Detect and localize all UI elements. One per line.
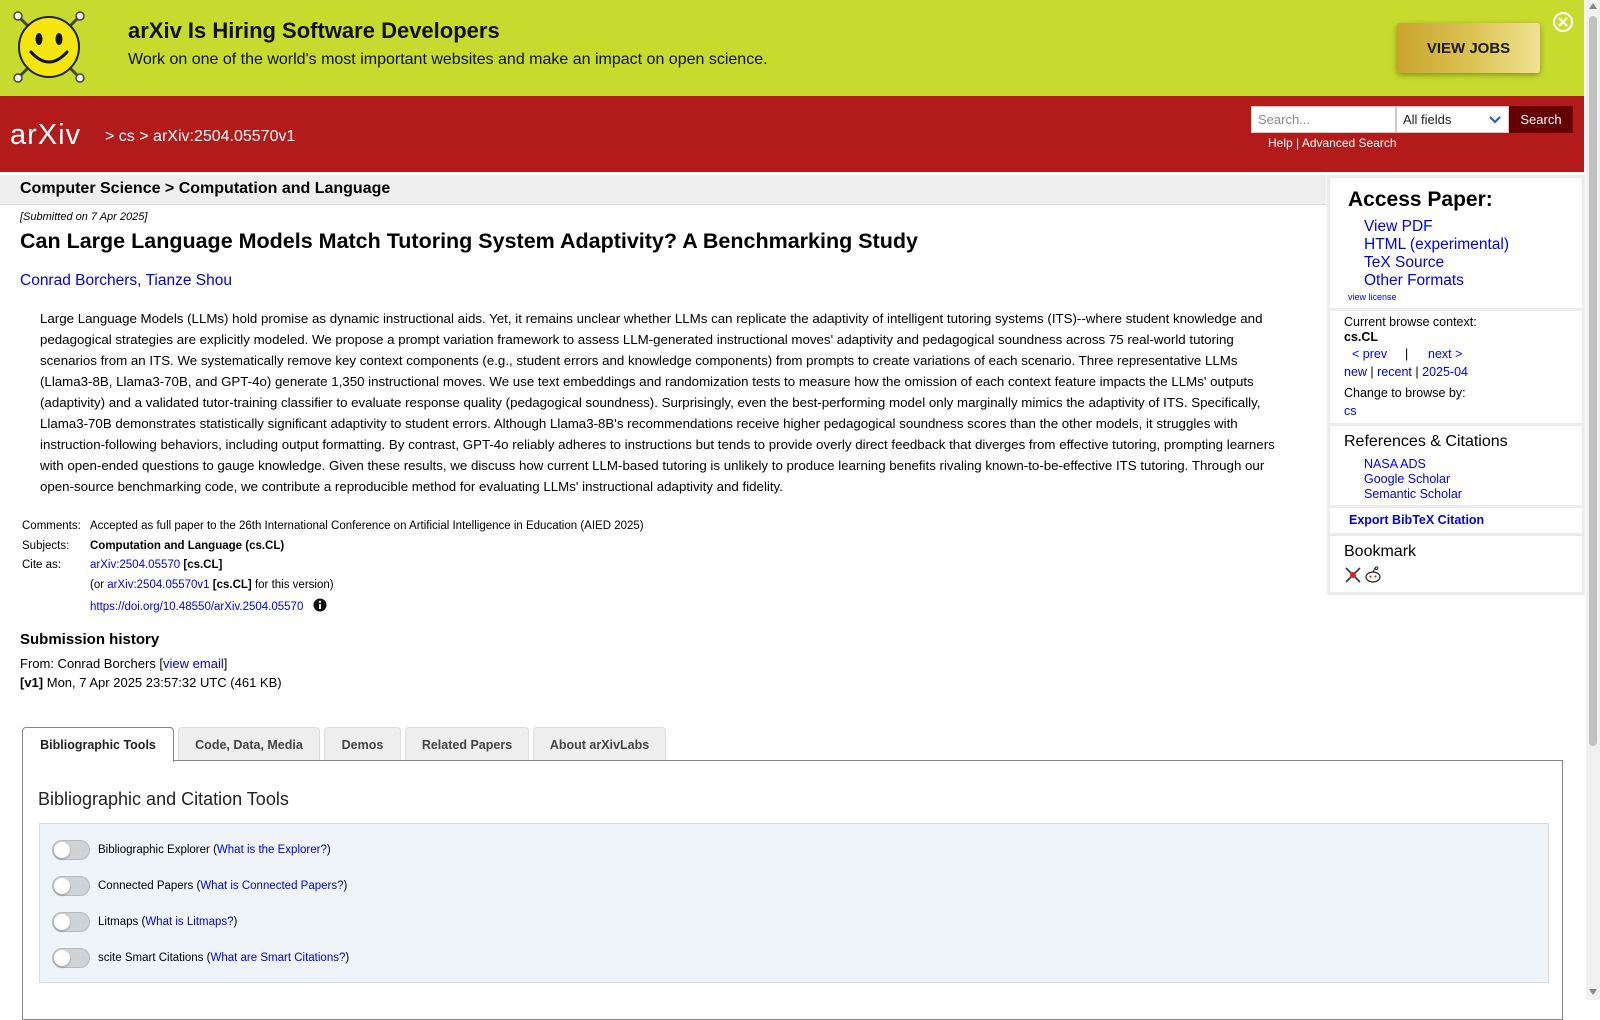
prev-link[interactable]: < prev <box>1352 347 1388 361</box>
other-formats-link[interactable]: Other Formats <box>1364 272 1464 289</box>
subject-header <box>0 175 1326 205</box>
view-email-link[interactable]: view email <box>163 656 224 671</box>
breadcrumb <box>105 128 295 146</box>
page-scrollbar[interactable] <box>1586 0 1600 1000</box>
new-link[interactable]: new <box>1344 365 1367 379</box>
references-box <box>1330 426 1582 505</box>
tab-panel <box>22 760 1563 1020</box>
tab-demos[interactable]: Demos <box>324 727 401 761</box>
next-link[interactable]: next > <box>1428 347 1463 361</box>
html-link[interactable]: HTML (experimental) <box>1364 236 1509 253</box>
export-box <box>1330 508 1582 533</box>
comments-label: Comments: <box>22 520 81 532</box>
submission-history-heading: Submission history <box>20 631 160 648</box>
paper-title: Can Large Language Models Match Tutoring System Adaptivity? A Benchmarking Study <box>20 229 918 253</box>
tab-bibliographic-tools[interactable]: Bibliographic Tools <box>22 727 174 762</box>
scroll-thumb[interactable] <box>1589 16 1597 746</box>
tool-row-scite <box>52 947 349 969</box>
search-field-select[interactable] <box>1396 106 1509 133</box>
tex-source-link[interactable]: TeX Source <box>1364 254 1445 271</box>
author-list <box>20 272 232 290</box>
banner-text: Work on one of the world's most important websites and make an impact on open science. <box>128 51 768 68</box>
scroll-down-arrow-icon[interactable] <box>1589 989 1597 995</box>
sidebar <box>1327 175 1585 595</box>
tool-help-link[interactable]: What is Litmaps? <box>145 916 234 928</box>
author-link[interactable]: Tianze Shou <box>145 272 232 289</box>
access-paper-heading: Access Paper: <box>1348 188 1493 211</box>
breadcrumb-paper-id: arXiv:2504.05570v1 <box>153 128 296 145</box>
version-history-v1 <box>20 675 282 690</box>
doi-value <box>90 598 327 613</box>
toggle-switch[interactable] <box>52 948 90 968</box>
export-bibtex-link[interactable]: Export BibTeX Citation <box>1349 513 1485 527</box>
help-link[interactable]: Help <box>1268 136 1293 150</box>
nav-separator: | <box>1415 365 1419 379</box>
tool-name: Litmaps <box>98 916 139 928</box>
search-button[interactable]: Search <box>1509 106 1573 133</box>
tool-name: scite Smart Citations <box>98 952 204 964</box>
tab-about-arxivlabs[interactable]: About arXivLabs <box>533 727 666 761</box>
author-separator: , <box>137 272 142 289</box>
header-links <box>1268 136 1397 150</box>
view-license-link[interactable]: view license <box>1348 292 1397 302</box>
cite-label: Cite as: <box>22 559 61 571</box>
paren: ( <box>196 880 201 892</box>
submission-date: [Submitted on 7 Apr 2025] <box>20 211 148 223</box>
breadcrumb-category[interactable]: cs <box>118 128 135 145</box>
author-link[interactable]: Conrad Borchers <box>20 272 138 289</box>
tab-code-data-media[interactable]: Code, Data, Media <box>178 727 320 761</box>
smiley-icon <box>12 10 86 84</box>
view-pdf-link[interactable]: View PDF <box>1364 218 1433 235</box>
info-icon[interactable] <box>313 598 327 612</box>
semantic-scholar-link[interactable]: Semantic Scholar <box>1364 487 1462 501</box>
google-scholar-link[interactable]: Google Scholar <box>1364 472 1451 486</box>
paren: ) <box>345 952 350 964</box>
version-date: Mon, 7 Apr 2025 23:57:32 UTC (461 KB) <box>46 675 282 690</box>
tools-box <box>39 823 1549 983</box>
toggle-switch[interactable] <box>52 912 90 932</box>
search-input[interactable] <box>1251 106 1396 133</box>
browse-context-box <box>1330 311 1582 423</box>
tool-name: Bibliographic Explorer <box>98 844 210 856</box>
doi-link[interactable]: https://doi.org/10.48550/arXiv.2504.05570 <box>90 601 304 613</box>
change-browse-label: Change to browse by: <box>1344 386 1466 400</box>
references-heading: References & Citations <box>1344 433 1508 450</box>
submission-from-suffix: ] <box>223 656 228 671</box>
toggle-switch[interactable] <box>52 876 90 896</box>
close-icon[interactable] <box>1552 11 1574 33</box>
breadcrumb-sep: > <box>139 128 149 145</box>
month-link[interactable]: 2025-04 <box>1422 365 1468 379</box>
comments-value: Accepted as full paper to the 26th International Conference on Artificial Intelligence in Education (AIED 2025) <box>90 520 644 532</box>
bookmark-heading: Bookmark <box>1344 543 1417 560</box>
view-jobs-button[interactable]: VIEW JOBS <box>1397 23 1540 73</box>
version-value <box>90 579 334 591</box>
bookmark-icons <box>1344 566 1382 584</box>
tool-name: Connected Papers <box>98 880 194 892</box>
tool-help-link[interactable]: What is Connected Papers? <box>200 880 344 892</box>
recent-link[interactable]: recent <box>1377 365 1412 379</box>
arxiv-logo[interactable] <box>10 116 102 156</box>
paren: ( <box>206 952 211 964</box>
submission-from-prefix: From: Conrad Borchers [ <box>20 656 164 671</box>
hiring-banner <box>0 0 1584 96</box>
browse-links <box>1344 365 1468 379</box>
reddit-icon[interactable] <box>1364 566 1382 584</box>
version-category: [cs.CL] <box>212 578 252 591</box>
bookmark-box <box>1330 536 1582 592</box>
tool-help-link[interactable]: What are Smart Citations? <box>210 952 346 964</box>
breadcrumb-sep: > <box>105 128 115 145</box>
tools-heading: Bibliographic and Citation Tools <box>38 789 289 809</box>
site-header <box>0 96 1584 172</box>
cite-value <box>90 559 222 571</box>
submission-from <box>20 656 227 671</box>
subjects-value: Computation and Language (cs.CL) <box>90 539 285 552</box>
banner-title: arXiv Is Hiring Software Developers <box>128 18 500 43</box>
change-category-link[interactable]: cs <box>1344 404 1357 418</box>
subject-header-title: Computer Science > Computation and Language <box>20 180 391 197</box>
bibsonomy-icon[interactable] <box>1344 566 1362 584</box>
tab-related-papers[interactable]: Related Papers <box>405 727 529 761</box>
cite-category: [cs.CL] <box>183 559 223 571</box>
tool-help-link[interactable]: What is the Explorer? <box>216 844 327 856</box>
version-prefix: (or <box>90 578 105 591</box>
version-suffix: for this version) <box>254 578 334 591</box>
tool-row-connected-papers <box>52 875 347 897</box>
tool-row-litmaps <box>52 911 237 933</box>
chevron-down-icon <box>1488 115 1502 125</box>
subjects-label: Subjects: <box>22 539 70 552</box>
paren: ) <box>233 916 238 928</box>
paren: ) <box>326 844 331 856</box>
abstract: Large Language Models (LLMs) hold promise as dynamic instructional aids. Yet, it remains unclear whether LLMs can replicate the adaptivity of intelligent tutoring systems (ITS)--where student knowledge and pedagogical strategies are explicitly modeled. We propose a prompt variation framework to assess LLM-generated instructional moves' adaptivity and pedagogical soundness across 75 real-world tutoring scenarios from an ITS. We systematically remove key context components (e.g., student errors and knowledge components) from prompts to create variations of each scenario. Three representative LLMs (Llama3-8B, Llama3-70B, and GPT-4o) generate 1,350 instructional moves. We use text embeddings and randomization tests to measure how the omission of each context feature impacts the LLMs' outputs (adaptivity) and a validated tutor-training classifier to evaluate response quality (pedagogical soundness). Surprisingly, even the best-performing model only marginally mimics the adaptivity of ITS. Specifically, Llama3-70B demonstrates statistically significant adaptivity to student errors. Although Llama3-8B's recommendations receive higher pedagogical soundness scores than the other models, it struggles with instruction-following behaviors, including output formatting. By contrast, GPT-4o reliably adheres to instructions but tends to provide overly direct feedback that diverges from effective tutoring, prompting learners with open-ended questions to gauge knowledge. Given these results, we discuss how current LLM-based tutoring is unlikely to produce learning benefits rivaling known-to-be-effective ITS tutoring. Through our open-source benchmarking code, we contribute a reproducible method for evaluating LLMs' instructional adaptivity and fidelity. <box>40 311 1275 494</box>
version-id-link[interactable]: arXiv:2504.05570v1 <box>107 578 210 591</box>
access-paper-box <box>1330 178 1582 308</box>
logo-text: arXiv <box>10 119 82 151</box>
browse-context-value: cs.CL <box>1344 330 1379 344</box>
toggle-switch[interactable] <box>52 840 90 860</box>
nav-separator: | <box>1370 365 1374 379</box>
advanced-search-link[interactable]: Advanced Search <box>1301 136 1397 150</box>
version-label[interactable]: [v1] <box>20 675 44 690</box>
cite-id-link[interactable]: arXiv:2504.05570 <box>90 559 181 571</box>
nasa-ads-link[interactable]: NASA ADS <box>1364 457 1426 471</box>
browse-context-label: Current browse context: <box>1344 315 1477 329</box>
paren: ( <box>213 844 217 856</box>
nav-separator: | <box>1405 347 1409 361</box>
header-links-sep: | <box>1296 136 1300 150</box>
paren: ( <box>141 916 146 928</box>
scroll-up-arrow-icon[interactable] <box>1589 3 1597 9</box>
search-field-value: All fields <box>1403 112 1452 127</box>
tool-row-bibliographic-explorer <box>52 839 331 861</box>
paren: ) <box>343 880 348 892</box>
